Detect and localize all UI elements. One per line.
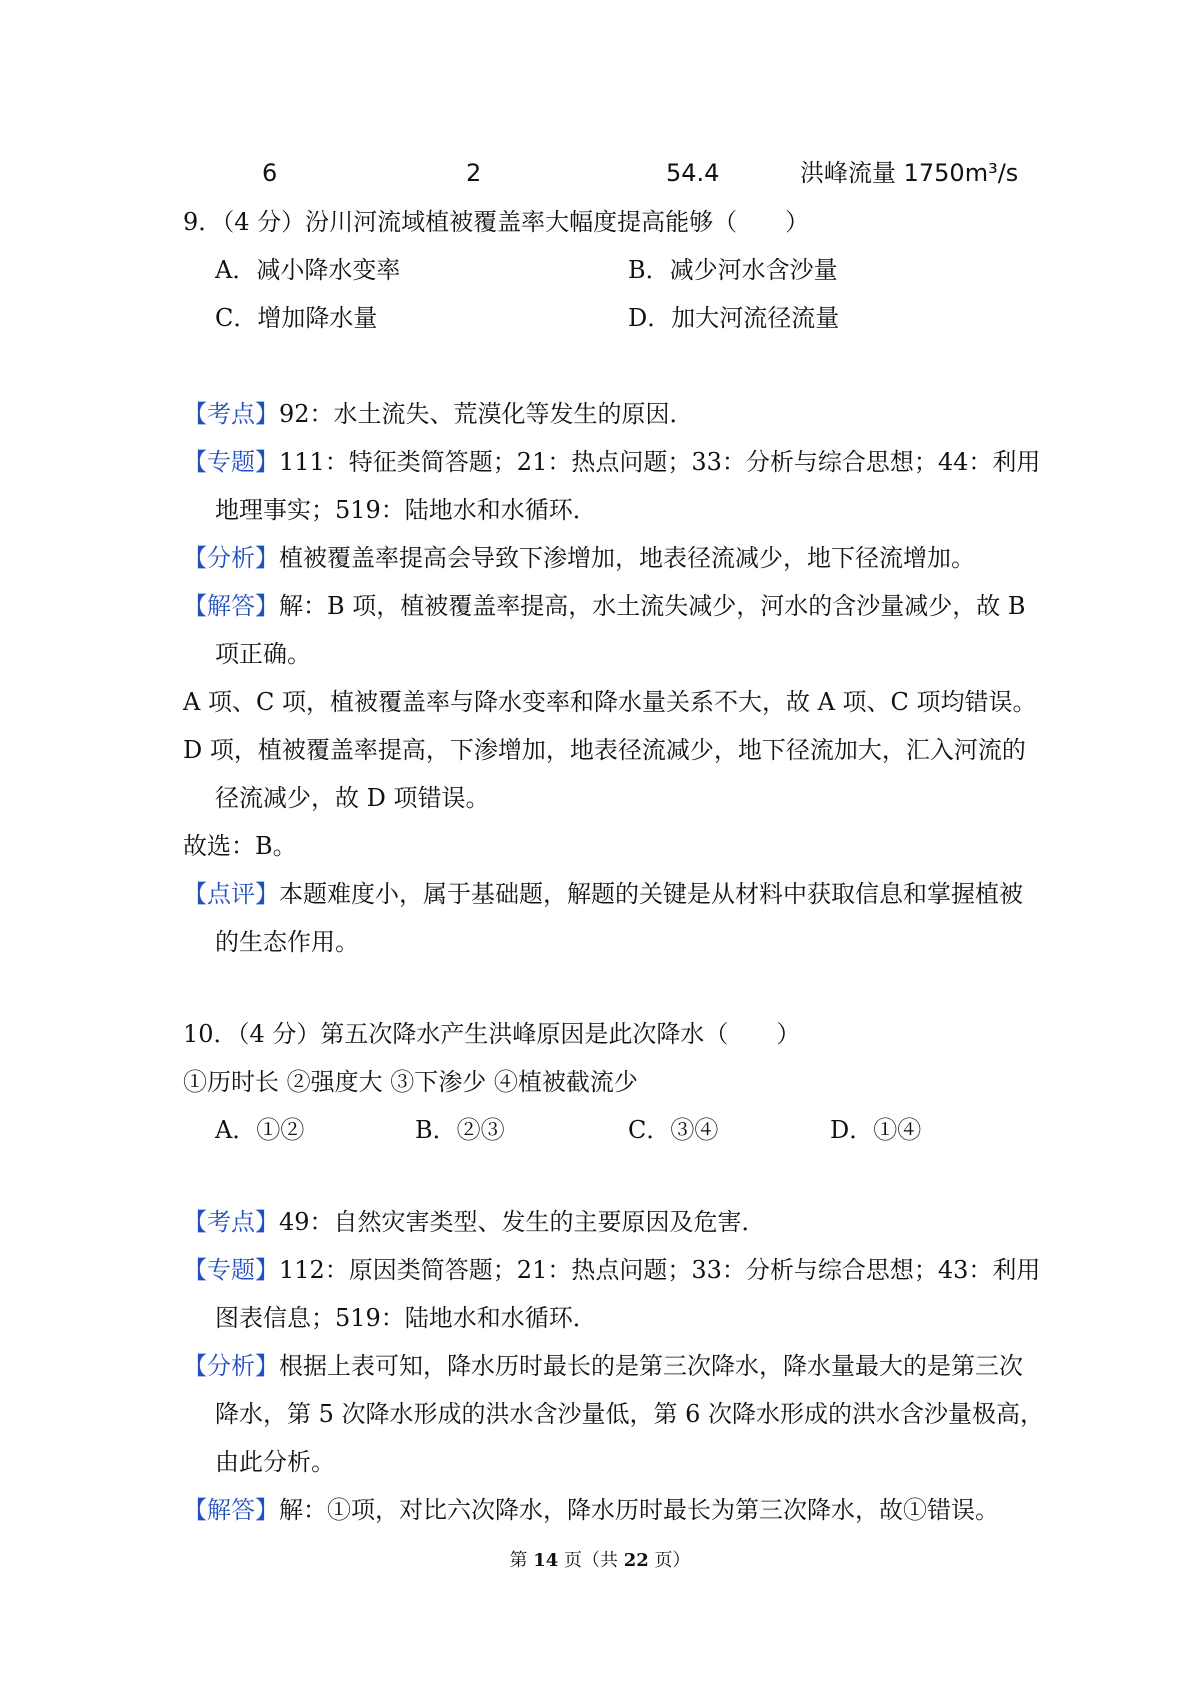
jieda-tag: 【解答】: [183, 1496, 279, 1524]
zhuanti-line-cont: 地理事实；519：陆地水和水循环．: [215, 496, 597, 524]
kaodian-tag: 【考点】: [183, 1208, 279, 1236]
option-b: B．减少河水含沙量: [628, 256, 838, 284]
question-10-options: [0, 1110, 1200, 1150]
dianping-line-cont: 的生态作用。: [215, 928, 359, 956]
jieda-line-cont: 项正确。: [215, 640, 311, 668]
fenxi-line-cont: 由此分析。: [215, 1448, 335, 1476]
explanation-ac: A 项、C 项，植被覆盖率与降水变率和降水量关系不大，故 A 项、C 项均错误。: [183, 688, 1037, 716]
kaodian-line: 【考点】49：自然灾害类型、发生的主要原因及危害．: [183, 1208, 766, 1236]
question-10-items: ①历时长 ②强度大 ③下渗少 ④植被截流少: [183, 1068, 638, 1096]
zhuanti-tag: 【专题】: [183, 448, 279, 476]
question-9-options-row-2: [0, 298, 1200, 338]
fenxi-line-cont: 降水，第 5 次降水形成的洪水含沙量低，第 6 次降水形成的洪水含沙量极高，: [215, 1400, 1045, 1428]
table-cell: 洪峰流量 1750m³/s: [800, 159, 1019, 187]
zhuanti-tag: 【专题】: [183, 1256, 279, 1284]
explanation-d-cont: 径流减少，故 D 项错误。: [215, 784, 490, 812]
page-footer: 第 14 页（共 22 页）: [509, 1550, 691, 1571]
table-cell: 2: [466, 159, 482, 187]
fenxi-tag: 【分析】: [183, 1352, 279, 1380]
dianping-line: 【点评】本题难度小，属于基础题，解题的关键是从材料中获取信息和掌握植被: [183, 880, 1023, 908]
jieda-line: 【解答】解：①项，对比六次降水，降水历时最长为第三次降水，故①错误。: [183, 1496, 999, 1524]
explanation-d: D 项，植被覆盖率提高，下渗增加，地表径流减少，地下径流加大，汇入河流的: [183, 736, 1026, 764]
question-9-options-row-1: [0, 250, 1200, 290]
table-cell: 6: [262, 159, 278, 187]
option-b: B．②③: [415, 1116, 505, 1144]
option-a: A．减小降水变率: [215, 256, 401, 284]
page-number: 14: [533, 1550, 559, 1571]
jieda-tag: 【解答】: [183, 592, 279, 620]
fenxi-tag: 【分析】: [183, 544, 279, 572]
kaodian-line: 【考点】92：水土流失、荒漠化等发生的原因．: [183, 400, 694, 428]
question-10-stem: 10．（4 分）第五次降水产生洪峰原因是此次降水（ ）: [183, 1020, 801, 1048]
question-9-stem: 9．（4 分）汾川河流域植被覆盖率大幅度提高能够（ ）: [183, 208, 810, 236]
zhuanti-line: 【专题】112：原因类简答题；21：热点问题；33：分析与综合思想；43：利用: [183, 1256, 1041, 1284]
page-total: 22: [623, 1550, 649, 1571]
option-d: D．加大河流径流量: [628, 304, 840, 332]
zhuanti-line: 【专题】111：特征类简答题；21：热点问题；33：分析与综合思想；44：利用: [183, 448, 1041, 476]
answer-line: 故选：B。: [183, 832, 297, 860]
dianping-tag: 【点评】: [183, 880, 279, 908]
option-d: D．①④: [830, 1116, 922, 1144]
table-cell: 54.4: [666, 159, 720, 187]
fenxi-line: 【分析】植被覆盖率提高会导致下渗增加，地表径流减少，地下径流增加。: [183, 544, 975, 572]
zhuanti-line-cont: 图表信息；519：陆地水和水循环．: [215, 1304, 597, 1332]
option-c: C．增加降水量: [215, 304, 378, 332]
table-row: [0, 153, 1200, 193]
option-c: C．③④: [628, 1116, 719, 1144]
option-a: A．①②: [215, 1116, 305, 1144]
fenxi-line: 【分析】根据上表可知，降水历时最长的是第三次降水，降水量最大的是第三次: [183, 1352, 1023, 1380]
jieda-line: 【解答】解：B 项，植被覆盖率提高，水土流失减少，河水的含沙量减少，故 B: [183, 592, 1026, 620]
kaodian-tag: 【考点】: [183, 400, 279, 428]
